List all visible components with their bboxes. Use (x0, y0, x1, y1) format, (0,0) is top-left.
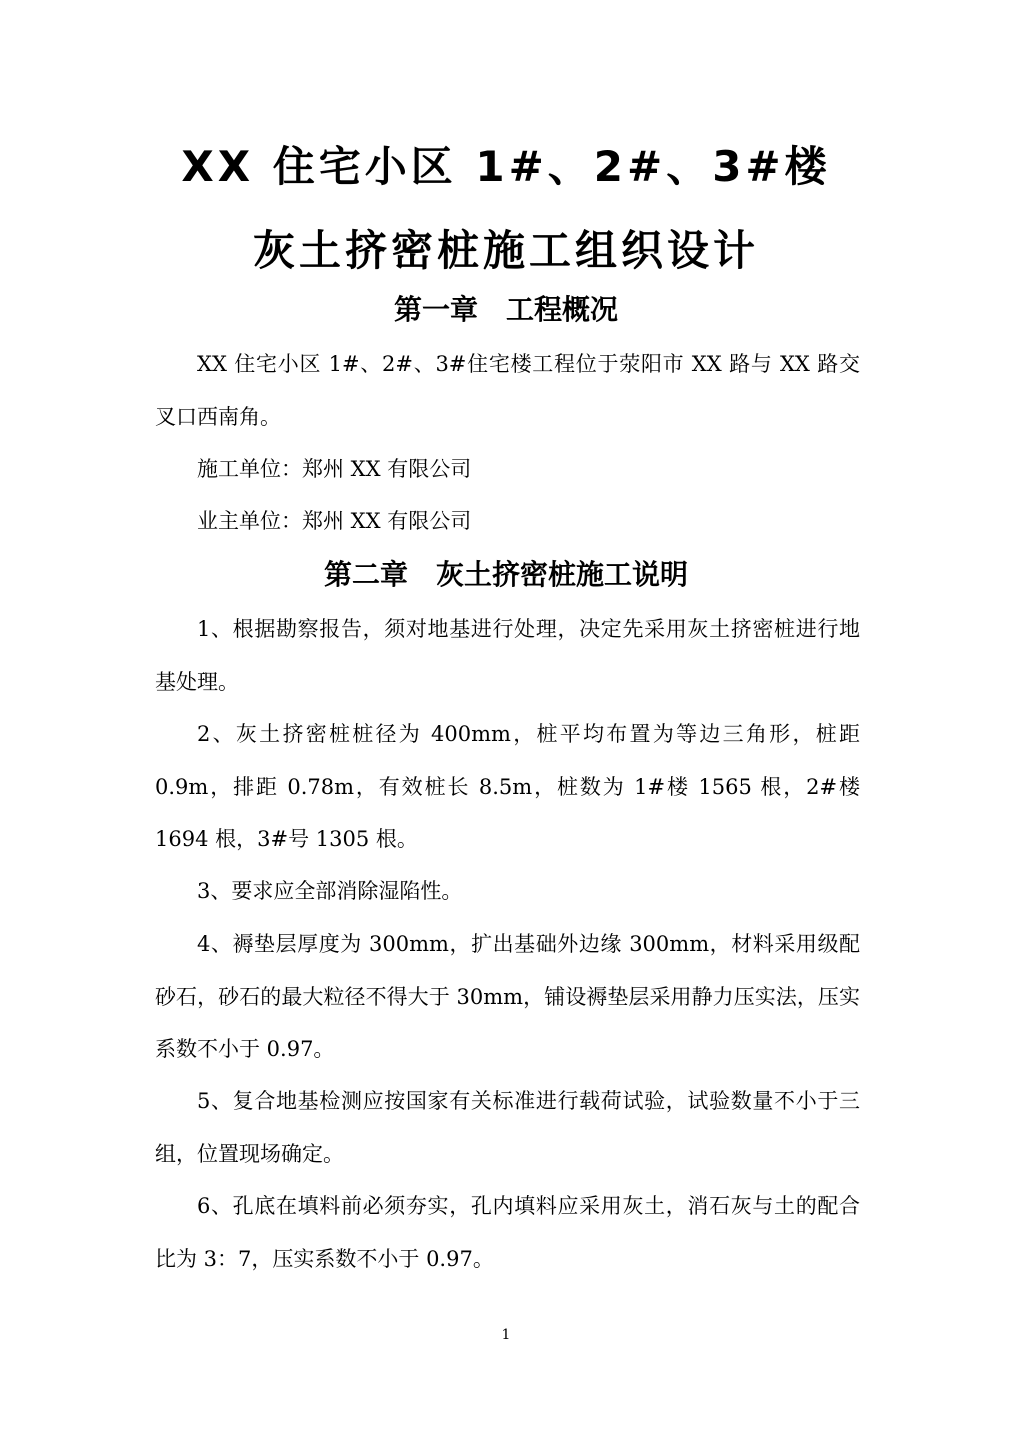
document-title-line1: XX 住宅小区 1#、2#、3#楼 (181, 142, 831, 191)
spec-item-2: 2、灰土挤密桩桩径为 400mm，桩平均布置为等边三角形，桩距 0.9m，排距 0.78m，有效桩长 8.5m，桩数为 1#楼 1565 根，2#楼 1694 根，3#号 1305 根。 (155, 722, 860, 851)
document-title-line2: 灰土挤密桩施工组织设计 (252, 226, 759, 275)
spec-item-5: 5、复合地基检测应按国家有关标准进行载荷试验，试验数量不小于三组，位置现场确定。 (155, 1089, 860, 1166)
contractor-line: 施工单位：郑州 XX 有限公司 (197, 457, 472, 481)
owner-line: 业主单位：郑州 XX 有限公司 (197, 509, 472, 533)
spec-item-6: 6、孔底在填料前必须夯实，孔内填料应采用灰土，消石灰与土的配合比为 3：7，压实系数不小于 0.97。 (155, 1194, 860, 1271)
spec-item-4: 4、褥垫层厚度为 300mm，扩出基础外边缘 300mm，材料采用级配砂石，砂石的最大粒径不得大于 30mm，铺设褥垫层采用静力压实法，压实系数不小于 0.97。 (155, 932, 860, 1061)
page-number: 1 (501, 1327, 511, 1343)
chapter2-heading: 第二章 灰土挤密桩施工说明 (323, 558, 688, 591)
spec-item-1: 1、根据勘察报告，须对地基进行处理，决定先采用灰土挤密桩进行地基处理。 (155, 617, 860, 694)
chapter1-heading: 第一章 工程概况 (393, 293, 618, 326)
project-intro-paragraph: XX 住宅小区 1#、2#、3#住宅楼工程位于荥阳市 XX 路与 XX 路交叉口西南角。 (155, 352, 860, 429)
spec-item-3: 3、要求应全部消除湿陷性。 (197, 879, 463, 903)
